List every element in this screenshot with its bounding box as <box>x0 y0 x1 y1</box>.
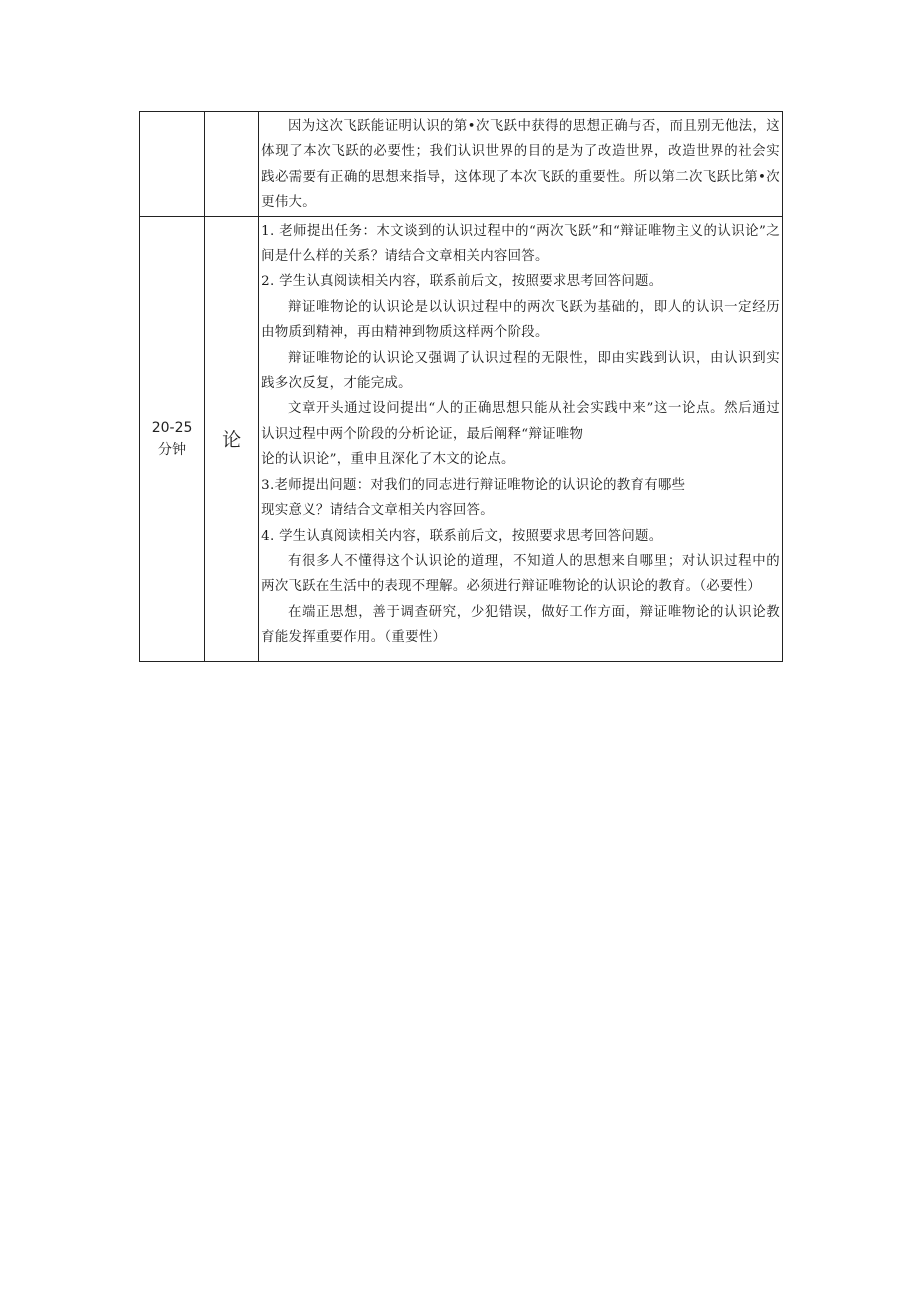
content-cell <box>259 216 783 661</box>
time-range: 20-25 <box>151 419 193 436</box>
step-label: 论 <box>222 429 242 452</box>
content-paragraph: 因为这次飞跃能证明认识的第•次飞跃中获得的思想正确与否，而且别无他法，这体现了本次飞跃的必要性；我们认识世界的目的是为了改造世界，改造世界的社会实践必需要有正确的思想来指导，这体现了本次飞跃的重要性。所以第二次飞跃比第•次更伟大。 <box>261 119 780 211</box>
answer-paragraph: 辩证唯物论的认识论是以认识过程中的两次飞跃为基础的，即人的认识一定经历由物质到精神，再由精神到物质这样两个阶段。 <box>261 299 780 341</box>
student-activity: 2. 学生认真阅读相关内容，联系前后文，按照要求思考回答问题。 <box>261 274 663 290</box>
lesson-plan-table <box>139 111 783 662</box>
student-activity: 4. 学生认真阅读相关内容，联系前后文，按照要求思考回答问题。 <box>261 528 663 544</box>
teacher-task: 1. 老师提出任务：木文谈到的认识过程中的“两次飞跃”和“辩证唯物主义的认识论”之间是什么样的关系？请结合文章相关内容回答。 <box>261 223 780 265</box>
teacher-question: 3.老师提出问题：对我们的同志进行辩证唯物论的认识论的教育有哪些 <box>261 477 686 493</box>
table-row <box>140 112 783 217</box>
answer-paragraph-cont: 论的认识论”，重申且深化了木文的论点。 <box>261 452 515 468</box>
answer-paragraph: 辩证唯物论的认识论又强调了认识过程的无限性，即由实践到认识，由认识到实践多次反复，才能完成。 <box>261 350 780 392</box>
answer-paragraph: 文章开头通过设问提出“人的正确思想只能从社会实践中来”这一论点。然后通过认识过程中两个阶段的分析论证，最后阐释“辩证唯物 <box>261 401 780 442</box>
answer-paragraph: 在端正思想，善于调查研究，少犯错误，做好工作方面，辩证唯物论的认识论教育能发挥重要作用。（重要性） <box>261 604 780 646</box>
time-cell <box>140 216 205 661</box>
table-row <box>140 216 783 661</box>
answer-paragraph: 有很多人不懂得这个认识论的道理，不知道人的思想来自哪里；对认识过程中的两次飞跃在生活中的表现不理解。必须进行辩证唯物论的认识论的教育。（必要性） <box>261 553 780 595</box>
time-unit: 分钟 <box>158 441 187 458</box>
teacher-question-cont: 现实意义？请结合文章相关内容回答。 <box>261 503 494 519</box>
step-cell <box>205 112 259 217</box>
step-cell <box>205 216 259 661</box>
content-cell <box>259 112 783 217</box>
time-cell <box>140 112 205 217</box>
